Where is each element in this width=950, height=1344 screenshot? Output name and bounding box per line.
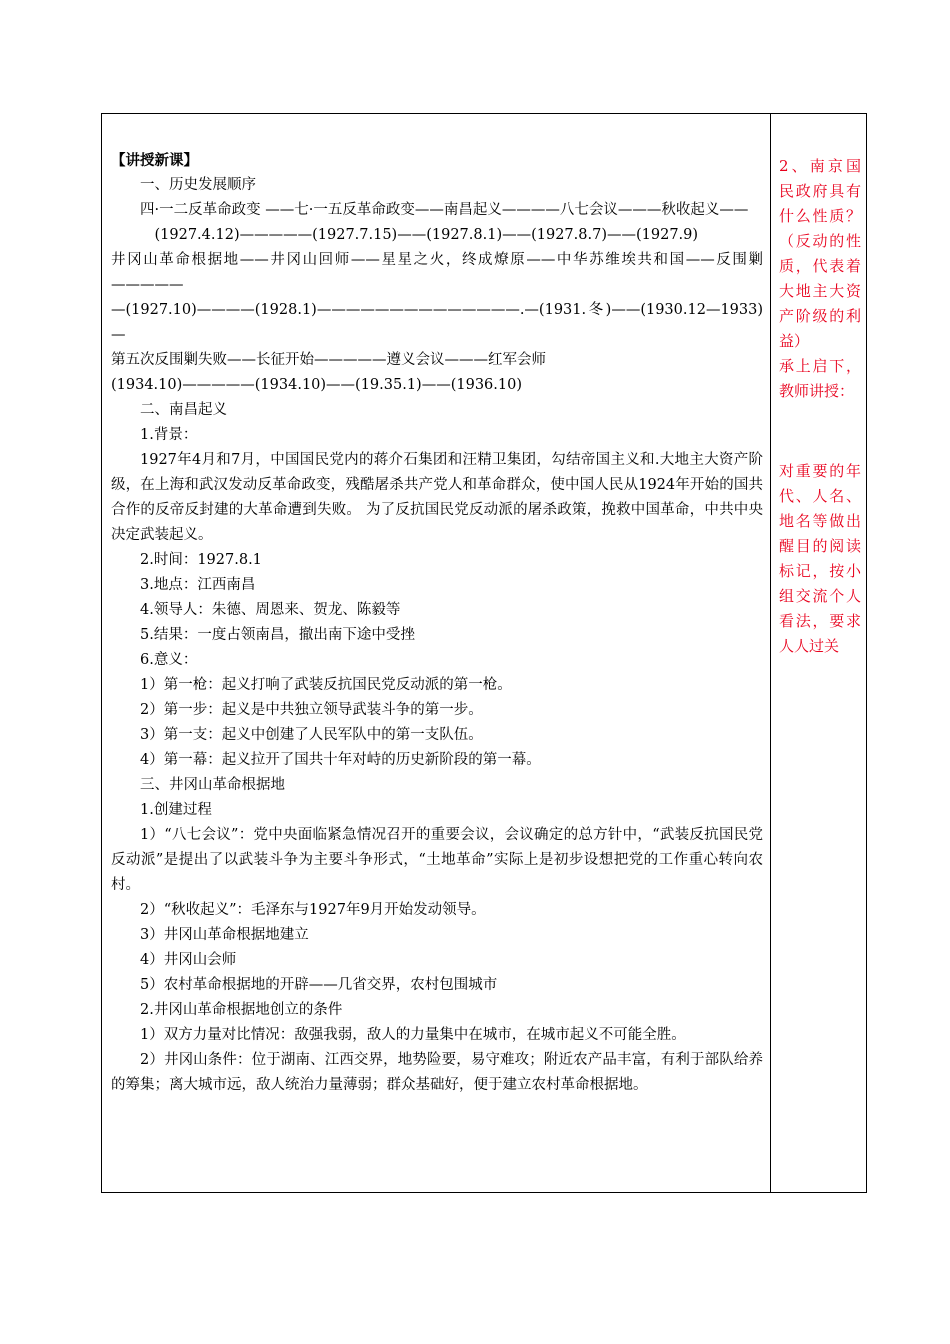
side-notes [779, 154, 861, 659]
content-line: 4）井冈山会师 [140, 952, 237, 968]
content-line: 2.时间：1927.8.1 [140, 552, 262, 568]
side-note-task: 对重要的年代、人名、地名等做出醒目的阅读标记，按小组交流个人看法，要求人人过关 [779, 462, 861, 655]
side-note-question: 2、南京国民政府具有什么性质？（反动的性质，代表着大地主大资产阶级的利益） [779, 157, 861, 350]
section-heading: 【讲授新课】 [111, 152, 198, 169]
side-note-gap [779, 404, 861, 459]
content-line: 3）第一支：起义中创建了人民军队中的第一支队伍。 [140, 727, 483, 743]
content-line: 6.意义： [140, 652, 198, 668]
content-lines [111, 173, 763, 1098]
content-line: 2）第一步：起义是中共独立领导武装斗争的第一步。 [140, 702, 483, 718]
column-divider [770, 114, 771, 1192]
content-line: 一、历史发展顺序 [140, 177, 256, 193]
main-content [111, 148, 763, 1098]
content-line: 1.背景： [140, 427, 198, 443]
content-line: 1）“八七会议”：党中央面临紧急情况召开的重要会议，会议确定的总方针中，“武装反抗国民党反动派”是提出了以武装斗争为主要斗争形式，“土地革命”实际上是初步设想把党的工作重心转向农村。 [111, 827, 763, 893]
content-line: 第五次反围剿失败——长征开始—————遵义会议———红军会师 [111, 352, 546, 368]
lesson-table [101, 113, 867, 1193]
content-line: 二、南昌起义 [140, 402, 227, 418]
content-line: 5）农村革命根据地的开辟——几省交界，农村包围城市 [140, 977, 498, 993]
side-note-method: 承上启下，教师讲授： [779, 357, 861, 400]
content-line: (1934.10)—————(1934.10)——(19.35.1)——(1936.10) [111, 377, 522, 393]
content-line: —(1927.10)————(1928.1)——————————————.—(1931.冬)——(1930.12—1933)— [111, 302, 763, 343]
content-line: 1）第一枪：起义打响了武装反抗国民党反动派的第一枪。 [140, 677, 512, 693]
content-line: 4.领导人：朱德、周恩来、贺龙、陈毅等 [140, 602, 401, 618]
content-line: 3.地点：江西南昌 [140, 577, 256, 593]
content-line: 4）第一幕：起义拉开了国共十年对峙的历史新阶段的第一幕。 [140, 752, 541, 768]
content-line: 2.井冈山革命根据地创立的条件 [140, 1002, 343, 1018]
content-line: 四·一二反革命政变 ——七·一五反革命政变——南昌起义————八七会议———秋收起义—— [140, 202, 749, 218]
content-line: 3）井冈山革命根据地建立 [140, 927, 309, 943]
content-line: 1927年4月和7月，中国国民党内的蒋介石集团和汪精卫集团，勾结帝国主义和.大地主大资产阶级，在上海和武汉发动反革命政变，残酷屠杀共产党人和革命群众，使中国人民从1924年开始的国共合作的反帝反封建的大革命遭到失败。 为了反抗国民党反动派的屠杀政策，挽救中国革命，中共中央决定武装起义。 [111, 452, 763, 543]
content-line: 三、井冈山革命根据地 [140, 777, 285, 793]
content-line: 1）双方力量对比情况：敌强我弱，敌人的力量集中在城市，在城市起义不可能全胜。 [140, 1027, 686, 1043]
content-line: 1.创建过程 [140, 802, 212, 818]
content-line: 5.结果：一度占领南昌，撤出南下途中受挫 [140, 627, 415, 643]
content-line: 2）井冈山条件：位于湖南、江西交界，地势险要，易守难攻；附近农产品丰富，有利于部队给养的筹集；离大城市远，敌人统治力量薄弱；群众基础好，便于建立农村革命根据地。 [111, 1052, 763, 1093]
content-line: 井冈山革命根据地——井冈山回师——星星之火，终成燎原——中华苏维埃共和国——反围剿————— [111, 252, 763, 293]
content-line: (1927.4.12)—————(1927.7.15)——(1927.8.1)——(1927.8.7)——(1927.9) [111, 227, 699, 243]
content-line: 2）“秋收起义”：毛泽东与1927年9月开始发动领导。 [140, 902, 486, 918]
